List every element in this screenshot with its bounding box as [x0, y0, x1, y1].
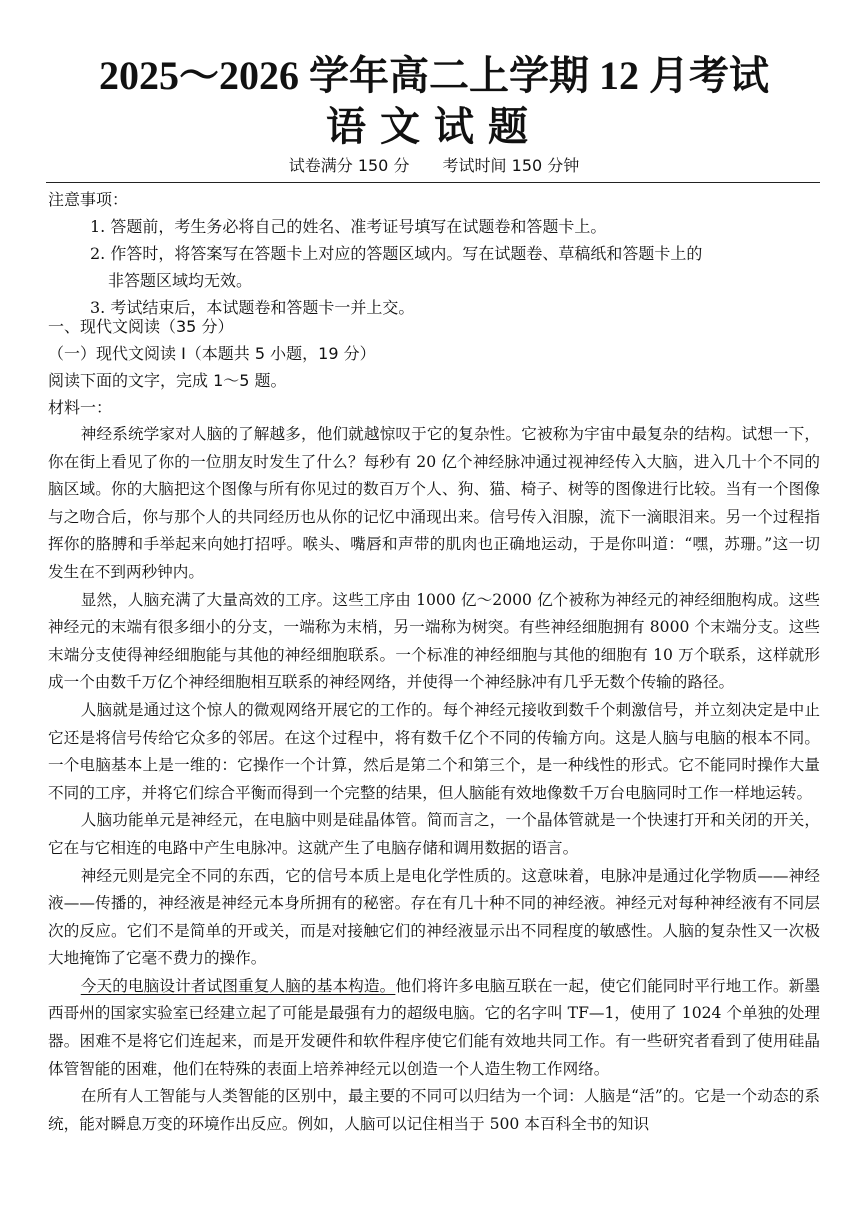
passage-paragraph: 人脑功能单元是神经元，在电脑中则是硅晶体管。简而言之，一个晶体管就是一个快速打开和关闭的开关，它在与它相连的电路中产生电脉冲。这就产生了电脑存储和调用数据的语言。: [48, 811, 820, 857]
notice-item: 2. 作答时，将答案写在答题卡上对应的答题区域内。写在试题卷、草稿纸和答题卡上的: [90, 244, 703, 263]
exam-title: 2025～2026 学年高二上学期 12 月考试: [99, 53, 769, 98]
notice-section: [48, 186, 822, 321]
notice-item: 1. 答题前，考生务必将自己的姓名、准考证号填写在试题卷和答题卡上。: [90, 217, 607, 236]
paragraph-rest: 他们将许多电脑互联在一起，使它们能同时平行地工作。新墨西哥州的国家实验室已经建立起了可能是最强有力的超级电脑。它的名字叫 TF—1，使用了 1024 个单独的处理器。困难不是将它们连起来，而是开发硬件和软件程序使它们能有效地共同工作。有一些研究者看到了使用硅晶体管智能的困难，他们在特殊的表面上培养神经元以创造一个人造生物工作网络。: [48, 976, 820, 1078]
reading-passage: [48, 421, 820, 1138]
passage-paragraph: [48, 973, 820, 1083]
passage-paragraph: 神经元则是完全不同的东西，它的信号本质上是电化学性质的。这意味着，电脉冲是通过化学物质——神经液——传播的，神经液是神经元本身所拥有的秘密。存在有几十种不同的神经液。神经元对每种神经液有不同层次的反应。它们不是简单的开或关，而是对接触它们的神经液显示出不同程度的敏感性。人脑的复杂性又一次极大地掩饰了它毫不费力的操作。: [48, 866, 820, 968]
full-score: 试卷满分 150 分: [288, 156, 410, 175]
notice-heading: 注意事项：: [48, 190, 129, 209]
notice-item-continued: 非答题区域均无效。: [108, 271, 253, 290]
subject-title: 语文试题: [326, 103, 542, 150]
reading-instruction: 阅读下面的文字，完成 1～5 题。: [48, 371, 287, 390]
header-divider: [46, 182, 820, 183]
notice-item: 3. 考试结束后，本试题卷和答题卡一并上交。: [90, 298, 415, 317]
passage-paragraph: 神经系统学家对人脑的了解越多，他们就越惊叹于它的复杂性。它被称为宇宙中最复杂的结构。试想一下，你在街上看见了你的一位朋友时发生了什么？每秒有 20 亿个神经脉冲通过视神经传入大脑，进入几十个不同的脑区域。你的大脑把这个图像与所有你见过的数百万个人、狗、猫、椅子、树等的图像进行比较。当有一个图像与之吻合后，你与那个人的共同经历也从你的记忆中涌现出来。信号传入泪腺，流下一滴眼泪来。另一个过程指挥你的胳膊和手举起来向她打招呼。喉头、嘴唇和声带的肌肉也正确地运动，于是你叫道：“嘿，苏珊。”这一切发生在不到两秒钟内。: [48, 425, 820, 581]
underlined-sentence: 今天的电脑设计者试图重复人脑的基本构造。: [80, 976, 396, 995]
subpart-heading: （一）现代文阅读 I（本题共 5 小题，19 分）: [48, 344, 376, 363]
exam-meta: [0, 156, 868, 176]
material-label: 材料一：: [48, 398, 113, 417]
passage-paragraph: 显然，人脑充满了大量高效的工序。这些工序由 1000 亿～2000 亿个被称为神经元的神经细胞构成。这些神经元的末端有很多细小的分支，一端称为末梢，另一端称为树突。有些神经细胞拥有 8000 个末端分支。这些末端分支使得神经细胞能与其他的神经细胞联系。一个标准的神经细胞与其他的细胞有 10 万个联系，这样就形成一个由数千万亿个神经细胞相互联系的神经网络，并使得一个神经脉冲有几乎无数个传输的路径。: [48, 590, 820, 692]
time-limit: 考试时间 150 分钟: [442, 156, 580, 175]
passage-paragraph: 在所有人工智能与人类智能的区别中，最主要的不同可以归结为一个词：人脑是“活”的。它是一个动态的系统，能对瞬息万变的环境作出反应。例如，人脑可以记住相当于 500 本百科全书的知识: [48, 1087, 820, 1133]
part-heading: 一、现代文阅读（35 分）: [48, 317, 234, 336]
passage-paragraph: 人脑就是通过这个惊人的微观网络开展它的工作的。每个神经元接收到数千个刺激信号，并立刻决定是中止它还是将信号传给它众多的邻居。在这个过程中，将有数千亿个不同的传输方向。这是人脑与电脑的根本不同。一个电脑基本上是一维的：它操作一个计算，然后是第二个和第三个，是一种线性的形式。它不能同时操作大量不同的工序，并将它们综合平衡而得到一个完整的结果，但人脑能有效地像数千万台电脑同时工作一样地运转。: [48, 700, 820, 802]
